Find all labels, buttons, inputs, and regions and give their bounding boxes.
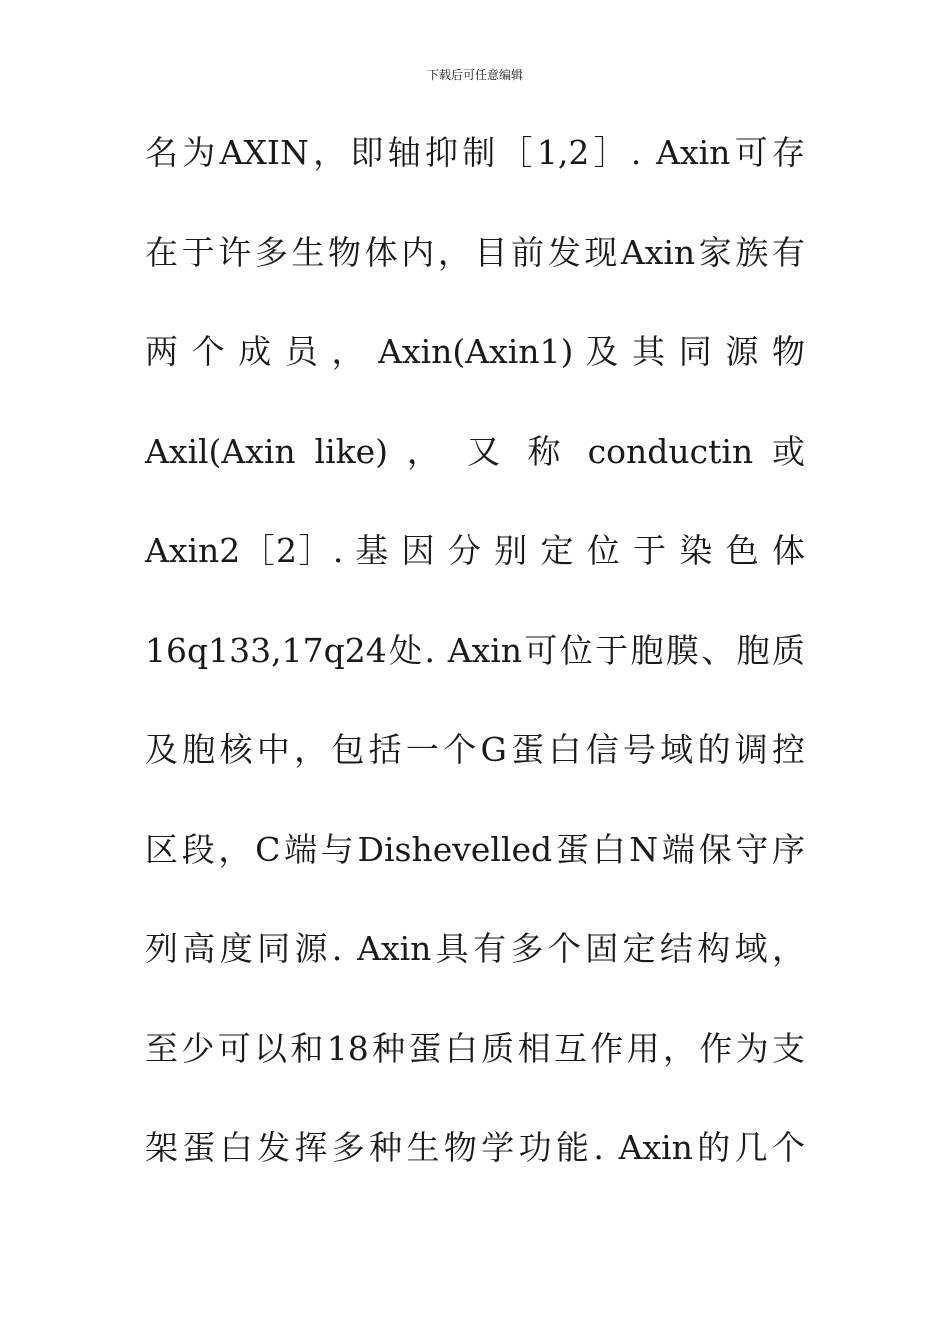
text-line: 及胞核中，包括一个G蛋白信号域的调控	[145, 730, 805, 769]
text-line: 在于许多生物体内，目前发现Axin家族有	[145, 232, 805, 272]
text-line: 列高度同源. Axin具有多个固定结构域，	[145, 929, 805, 968]
text-line: 两 个 成 员 ， Axin(Axin1) 及 其 同 源 物	[145, 332, 805, 371]
text-line: 至少可以和18种蛋白质相互作用，作为支	[145, 1028, 805, 1068]
page-header: 下载后可任意编辑	[426, 68, 523, 82]
text-line: 16q133,17q24处. Axin可位于胞膜、胞质	[145, 630, 805, 670]
text-line: Axil(Axin like) ， 又 称 conductin 或	[145, 431, 805, 471]
body-text	[145, 128, 805, 1223]
text-line: 架蛋白发挥多种生物学功能. Axin的几个	[145, 1128, 805, 1167]
text-line: 名为AXIN，即轴抑制［1,2］. Axin可存	[145, 133, 805, 172]
text-line: 区段，C端与Dishevelled蛋白N端保守序	[145, 829, 805, 869]
text-line: Axin2［2］. 基 因 分 别 定 位 于 染 色 体	[145, 531, 805, 570]
